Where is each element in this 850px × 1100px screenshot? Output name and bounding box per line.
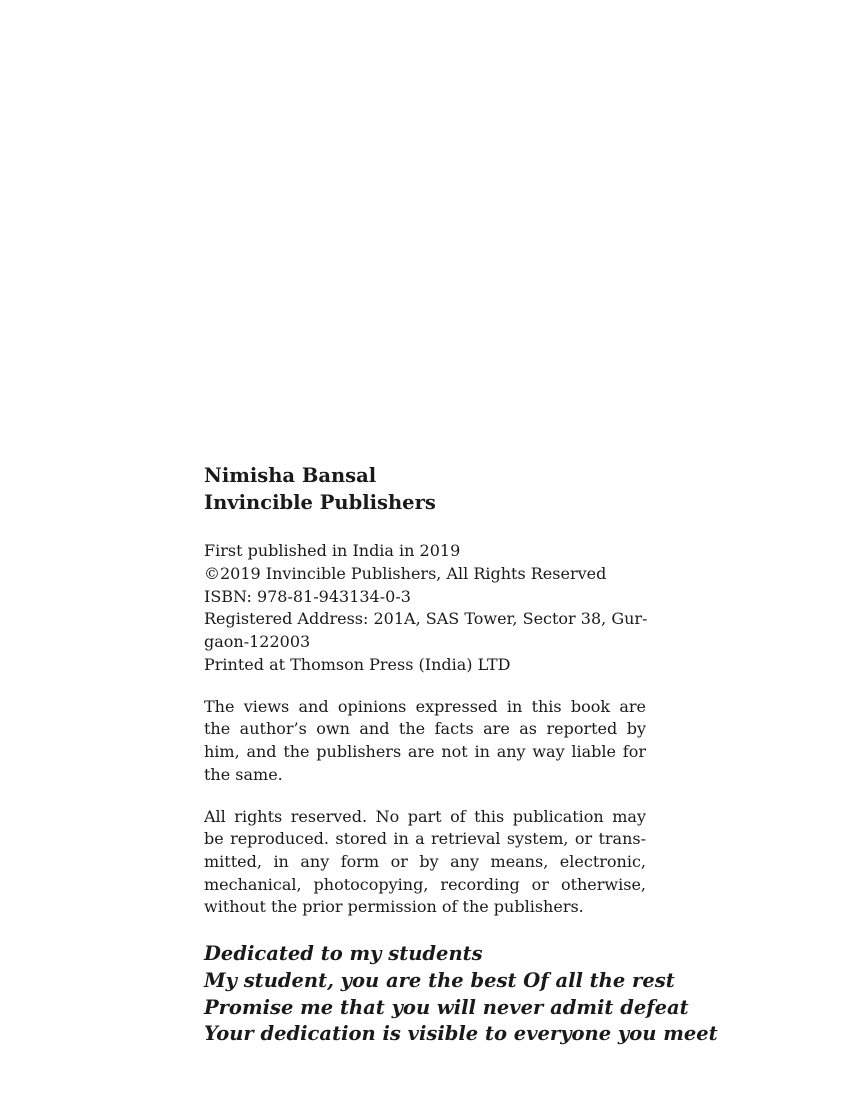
printer-line: Printed at Thomson Press (India) LTD [204,654,511,674]
address-line-continued: gaon-122003 [204,632,311,652]
disclaimer-paragraph [204,696,646,787]
dedication-line: Dedicated to my students [204,942,483,966]
rights-line: All rights reserved. No part of this publication may [204,806,646,826]
disclaimer-line: the author’s own and the facts are as reported by [204,719,646,739]
dedication-line: Promise me that you will never admit defeat [204,995,689,1019]
rights-line: without the prior permission of the publishers. [204,897,584,917]
dedication-line: My student, you are the best Of all the rest [204,968,675,992]
first-published-line: First published in India in 2019 [204,541,461,560]
address-line: Registered Address: 201A, SAS Tower, Sector 38, Gur- [204,609,648,629]
isbn-line: ISBN: 978-81-943134-0-3 [204,586,411,606]
dedication-line: Your dedication is visible to everyone you meet [204,1022,718,1046]
publisher-name: Invincible Publishers [204,490,436,514]
copyright-page [204,463,718,1048]
copyright-line: ©2019 Invincible Publishers, All Rights Reserved [204,563,607,583]
disclaimer-line: the same. [204,764,283,784]
rights-paragraph [204,806,646,920]
rights-line: be reproduced. stored in a retrieval system, or trans- [204,829,646,849]
author-name: Nimisha Bansal [204,464,377,487]
publication-info [204,540,646,677]
rights-line: mechanical, photocopying, recording or otherwise, [204,874,646,894]
dedication [204,941,718,1048]
disclaimer-line: him, and the publishers are not in any way liable for [204,742,646,762]
disclaimer-line: The views and opinions expressed in this book are [204,696,646,716]
rights-line: mitted, in any form or by any means, electronic, [204,852,646,871]
